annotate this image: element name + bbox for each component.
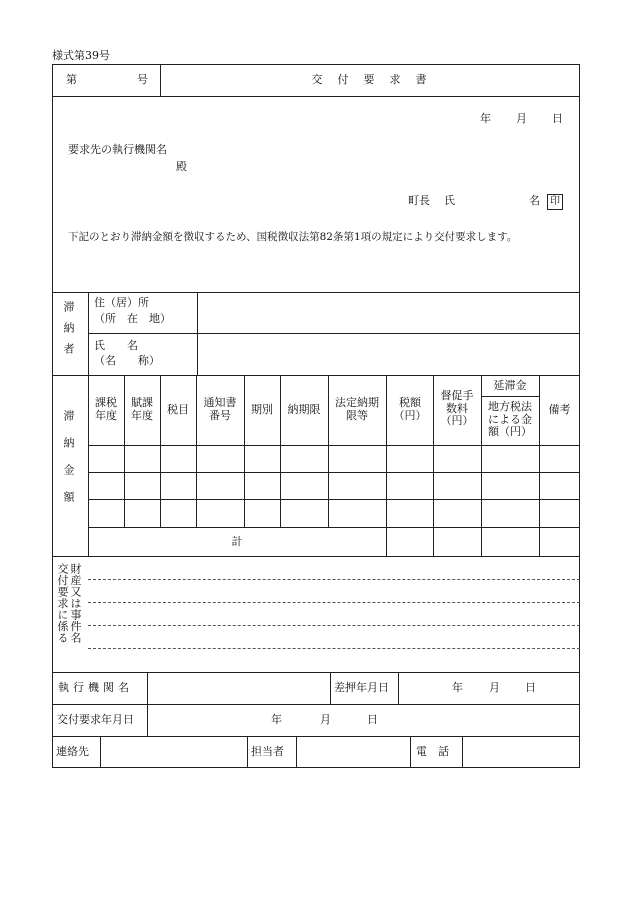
divider (88, 527, 580, 528)
total-label: 計 (231, 535, 243, 548)
amount-label: 滞納金額 (62, 410, 75, 518)
col-tax-amount: 税額（円） (393, 396, 427, 422)
divider (88, 472, 580, 473)
divider (481, 375, 482, 556)
divider (196, 375, 197, 527)
divider (160, 375, 161, 527)
honorific: 殿 (176, 160, 187, 173)
number-prefix: 第 (66, 73, 77, 86)
divider (462, 736, 463, 768)
divider (481, 396, 539, 397)
form-number: 様式第39号 (52, 49, 110, 62)
col-due: 納期限 (287, 403, 321, 416)
col-assess-year: 賦課年度 (131, 396, 153, 422)
address-label-sub: （所 在 地） (94, 312, 171, 325)
recipient-label: 要求先の執行機関名 (68, 143, 167, 156)
seizure-year-label: 年 (452, 681, 463, 694)
person-label: 担当者 (251, 745, 284, 758)
divider (539, 375, 540, 556)
col-tax-item: 税目 (167, 403, 189, 416)
divider (410, 736, 411, 768)
entry-line (88, 648, 580, 649)
entry-line (88, 579, 580, 580)
divider (433, 375, 434, 556)
request-date-label: 交付要求年月日 (57, 713, 134, 726)
col-fee: 督促手数料（円） (440, 389, 474, 428)
agency-label: 執行機関名 (58, 681, 133, 694)
divider (52, 556, 580, 557)
date-day-label: 日 (552, 112, 563, 125)
col-late-detail: 地方税法による金額（円） (488, 400, 532, 439)
delinquent-label: 滞納者 (62, 301, 75, 364)
divider (398, 672, 399, 704)
entry-line (88, 602, 580, 603)
divider (52, 292, 580, 293)
divider (247, 736, 248, 768)
divider (52, 704, 580, 705)
divider (330, 672, 331, 704)
seizure-month-label: 月 (489, 681, 500, 694)
issuer-name-label: 氏 (444, 194, 455, 207)
date-year-label: 年 (480, 112, 491, 125)
address-label: 住（居）所 (94, 296, 149, 309)
date-month-label: 月 (516, 112, 527, 125)
col-notice-no: 通知書番号 (203, 396, 237, 422)
divider (280, 375, 281, 527)
divider (100, 736, 101, 768)
divider (88, 333, 580, 334)
divider (296, 736, 297, 768)
contact-label: 連絡先 (56, 745, 89, 758)
issuer-title: 町長 (408, 194, 430, 207)
request-month-label: 月 (320, 713, 331, 726)
notice-body: 下記のとおり滞納金額を徴収するため、国税徴収法第82条第1項の規定により交付要求します。 (68, 231, 518, 243)
name-label: 氏 名 (94, 339, 138, 352)
divider (88, 445, 580, 446)
divider (244, 375, 245, 527)
request-year-label: 年 (271, 713, 282, 726)
divider (124, 375, 125, 527)
col-period: 期別 (251, 403, 273, 416)
divider (52, 375, 580, 376)
divider (328, 375, 329, 527)
seal-mark: 印 (547, 194, 563, 210)
property-label: 財産又は事件名 (69, 563, 82, 644)
col-legal-due: 法定納期限等 (335, 396, 379, 422)
divider (52, 96, 580, 97)
col-remarks: 備考 (548, 403, 571, 416)
divider (52, 672, 580, 673)
divider (88, 499, 580, 500)
seizure-date-label: 差押年月日 (334, 681, 389, 694)
col-late-group: 延滞金 (493, 379, 527, 392)
request-day-label: 日 (367, 713, 378, 726)
divider (386, 375, 387, 556)
entry-line (88, 625, 580, 626)
seizure-day-label: 日 (525, 681, 536, 694)
document-title: 交 付 要 求 書 (311, 73, 429, 86)
number-suffix: 号 (137, 73, 148, 86)
issuer-name-label-2: 名 (529, 194, 540, 207)
phone-label: 電 話 (416, 745, 449, 758)
name-label-sub: （名 称） (94, 354, 160, 367)
property-label-prefix: 交付要求に係る (56, 563, 69, 644)
col-tax-year: 課税年度 (95, 396, 117, 422)
divider (52, 736, 580, 737)
divider (88, 292, 89, 556)
